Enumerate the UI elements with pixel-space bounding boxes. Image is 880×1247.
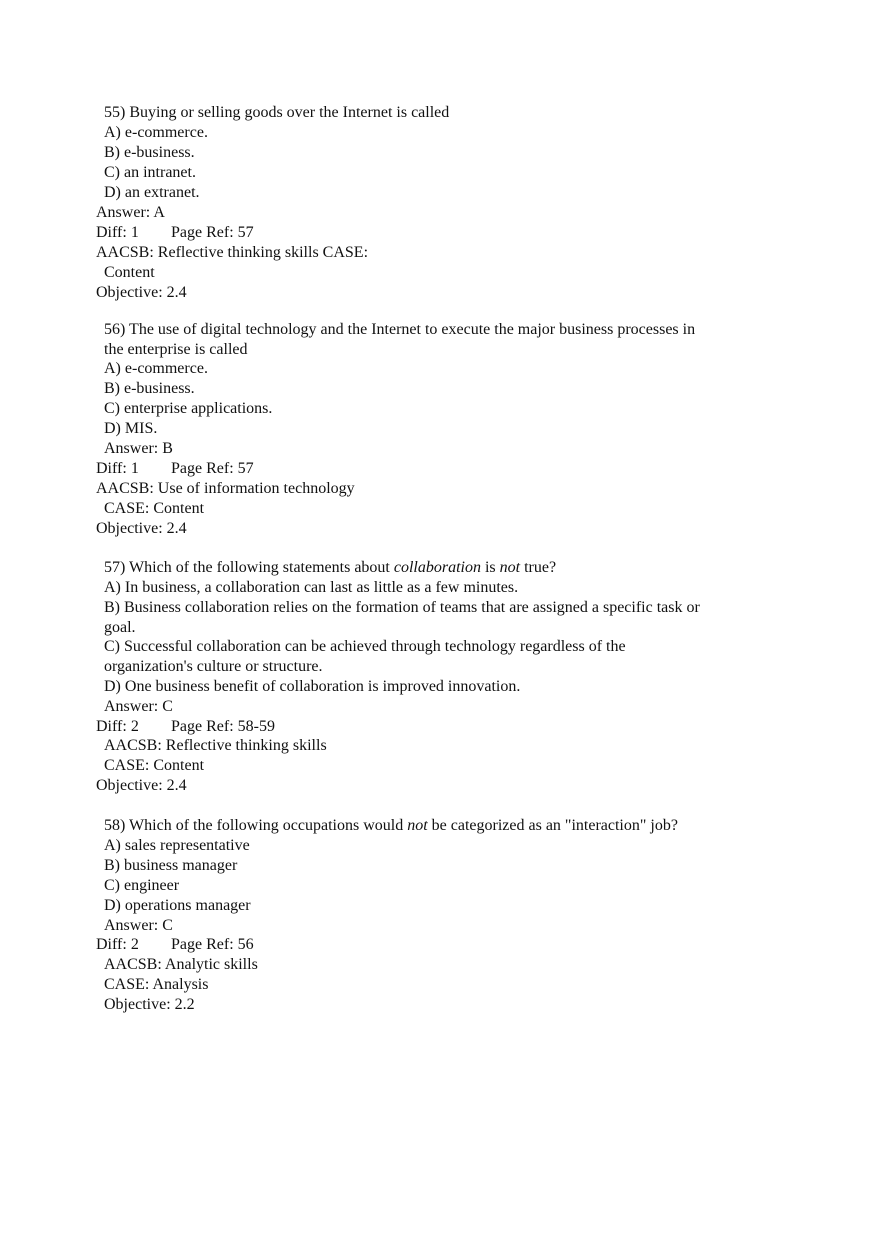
- answer: Answer: A: [96, 204, 165, 221]
- stem-emphasis: not: [407, 817, 428, 834]
- option-c-line-1: C) Successful collaboration can be achieved through technology regardless of the: [104, 638, 626, 655]
- option-a: A) sales representative: [104, 837, 250, 854]
- option-b-line-1: B) Business collaboration relies on the formation of teams that are assigned a specific task or: [104, 599, 700, 616]
- stem-text: true?: [520, 559, 557, 576]
- answer: Answer: B: [104, 440, 173, 457]
- difficulty: Diff: 1: [96, 224, 139, 241]
- question-stem: [104, 558, 556, 578]
- option-a: A) e-commerce.: [104, 124, 208, 141]
- question-stem-line-2: the enterprise is called: [104, 341, 248, 358]
- question-stem: 55) Buying or selling goods over the Internet is called: [104, 104, 450, 121]
- diff-line: [96, 717, 275, 737]
- aacsb: AACSB: Analytic skills: [104, 956, 258, 973]
- diff-line: [96, 459, 254, 479]
- diff-line: [96, 223, 254, 243]
- objective: Objective: 2.4: [96, 284, 187, 301]
- case: Content: [104, 264, 155, 281]
- answer: Answer: C: [104, 917, 173, 934]
- answer: Answer: C: [104, 698, 173, 715]
- stem-text: be categorized as an "interaction" job?: [427, 817, 678, 834]
- case: CASE: Content: [104, 757, 205, 774]
- objective: Objective: 2.4: [96, 520, 187, 537]
- aacsb: AACSB: Reflective thinking skills CASE:: [96, 244, 369, 261]
- page-ref: Page Ref: 56: [171, 936, 254, 953]
- page-ref: Page Ref: 57: [171, 460, 254, 477]
- case: CASE: Analysis: [104, 976, 209, 993]
- difficulty: Diff: 2: [96, 718, 139, 735]
- option-c-line-2: organization's culture or structure.: [104, 658, 323, 675]
- page-ref: Page Ref: 57: [171, 224, 254, 241]
- option-d: D) an extranet.: [104, 184, 200, 201]
- stem-emphasis: collaboration: [393, 559, 481, 576]
- question-stem: [104, 816, 678, 836]
- stem-text: 58) Which of the following occupations would: [104, 817, 408, 834]
- option-c: C) an intranet.: [104, 164, 196, 181]
- objective: Objective: 2.4: [96, 777, 187, 794]
- stem-emphasis: not: [499, 559, 521, 576]
- option-b: B) business manager: [104, 857, 238, 874]
- case: CASE: Content: [104, 500, 205, 517]
- question-stem-line-1: 56) The use of digital technology and the Internet to execute the major business processes in: [104, 321, 696, 338]
- aacsb: AACSB: Reflective thinking skills: [104, 737, 327, 754]
- difficulty: Diff: 1: [96, 460, 139, 477]
- stem-text: is: [480, 559, 500, 576]
- option-c: C) enterprise applications.: [104, 400, 273, 417]
- option-d: D) One business benefit of collaboration is improved innovation.: [104, 678, 521, 695]
- page-ref: Page Ref: 58-59: [171, 718, 275, 735]
- diff-line: [96, 935, 254, 955]
- option-b-line-2: goal.: [104, 619, 136, 636]
- option-a: A) e-commerce.: [104, 360, 208, 377]
- option-c: C) engineer: [104, 877, 180, 894]
- objective: Objective: 2.2: [104, 996, 195, 1013]
- aacsb: AACSB: Use of information technology: [96, 480, 355, 497]
- option-d: D) MIS.: [104, 420, 158, 437]
- option-d: D) operations manager: [104, 897, 251, 914]
- stem-text: 57) Which of the following statements about: [104, 559, 394, 576]
- option-a: A) In business, a collaboration can last as little as a few minutes.: [104, 579, 519, 596]
- option-b: B) e-business.: [104, 144, 195, 161]
- difficulty: Diff: 2: [96, 936, 139, 953]
- option-b: B) e-business.: [104, 380, 195, 397]
